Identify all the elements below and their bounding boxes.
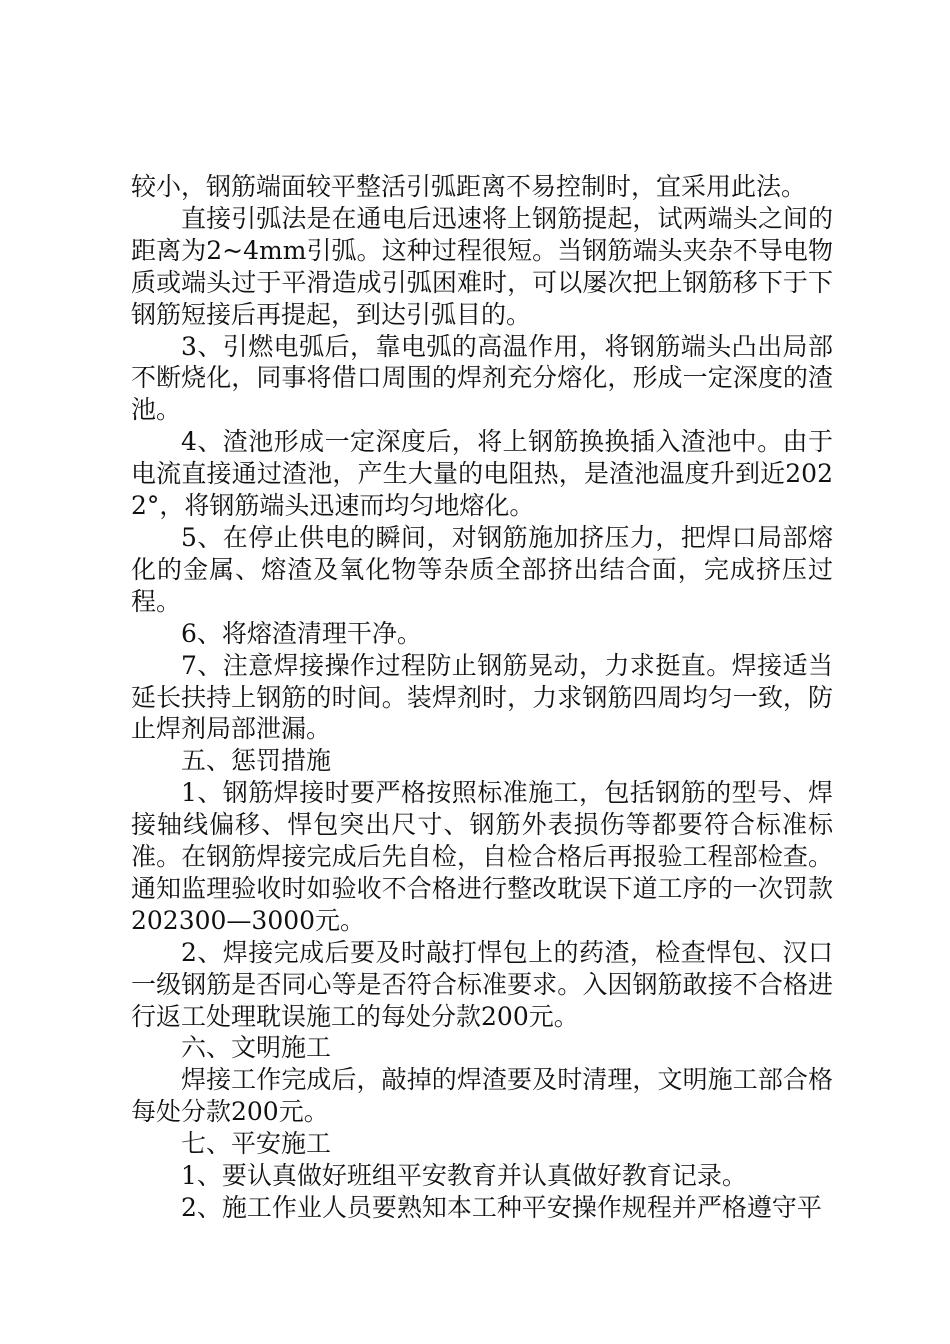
- section-heading-penalties: 五、惩罚措施: [181, 746, 332, 776]
- section-heading-civilized-construction: 六、文明施工: [181, 1033, 332, 1063]
- paragraph-step-7: 7、注意焊接操作过程防止钢筋晃动，力求挺直。焊接适当延长扶持上钢筋的时间。装焊剂时，力求钢筋四周均匀一致，防止焊剂局部泄漏。: [131, 650, 833, 744]
- paragraph-direct-arc-method: 直接引弧法是在通电后迅速将上钢筋提起，试两端头之间的距离为2~4mm引弧。这种过程很短。当钢筋端头夹杂不导电物质或端头过于平滑造成引弧困难时，可以屡次把上钢筋移下于下钢筋短接后再提起，到达引弧目的。: [131, 203, 833, 329]
- paragraph-penalty-2: 2、焊接完成后要及时敲打悍包上的药渣，检查悍包、汉口一级钢筋是否同心等是否符合标准要求。入因钢筋敢接不合格进行返工处理耽误施工的每处分款200元。: [131, 937, 833, 1031]
- paragraph-safety-2: 2、施工作业人员要熟知本工种平安操作规程并严格遵守平: [181, 1193, 822, 1222]
- document-body: [131, 171, 833, 1224]
- paragraph-step-6: 6、将熔渣清理干净。: [181, 618, 422, 648]
- paragraph-step-5: 5、在停止供电的瞬间，对钢筋施加挤压力，把焊口局部熔化的金属、熔渣及氧化物等杂质全部挤出结合面，完成挤压过程。: [131, 522, 833, 616]
- paragraph-continuation: 较小，钢筋端面较平整活引弧距离不易控制时，宜采用此法。: [131, 172, 807, 201]
- section-heading-safe-construction: 七、平安施工: [181, 1129, 332, 1159]
- paragraph-penalty-1: 1、钢筋焊接时要严格按照标准施工，包括钢筋的型号、焊接轴线偏移、悍包突出尺寸、钢筋外表损伤等都要符合标准标准。在钢筋焊接完成后先自检，自检合格后再报验工程部检查。通知监理验收时如验收不合格进行整改耽误下道工序的一次罚款202300—3000元。: [131, 778, 833, 935]
- paragraph-step-4: 4、渣池形成一定深度后，将上钢筋换换插入渣池中。由于电流直接通过渣池，产生大量的电阻热，是渣池温度升到近2022°，将钢筋端头迅速而均匀地熔化。: [131, 427, 833, 521]
- paragraph-safety-1: 1、要认真做好班组平安教育并认真做好教育记录。: [181, 1161, 747, 1191]
- paragraph-step-3: 3、引燃电弧后，靠电弧的高温作用，将钢筋端头凸出局部不断烧化，同事将借口周围的焊剂充分熔化，形成一定深度的渣池。: [131, 331, 833, 425]
- paragraph-civilized-construction: 焊接工作完成后，敲掉的焊渣要及时清理，文明施工部合格每处分款200元。: [131, 1065, 833, 1127]
